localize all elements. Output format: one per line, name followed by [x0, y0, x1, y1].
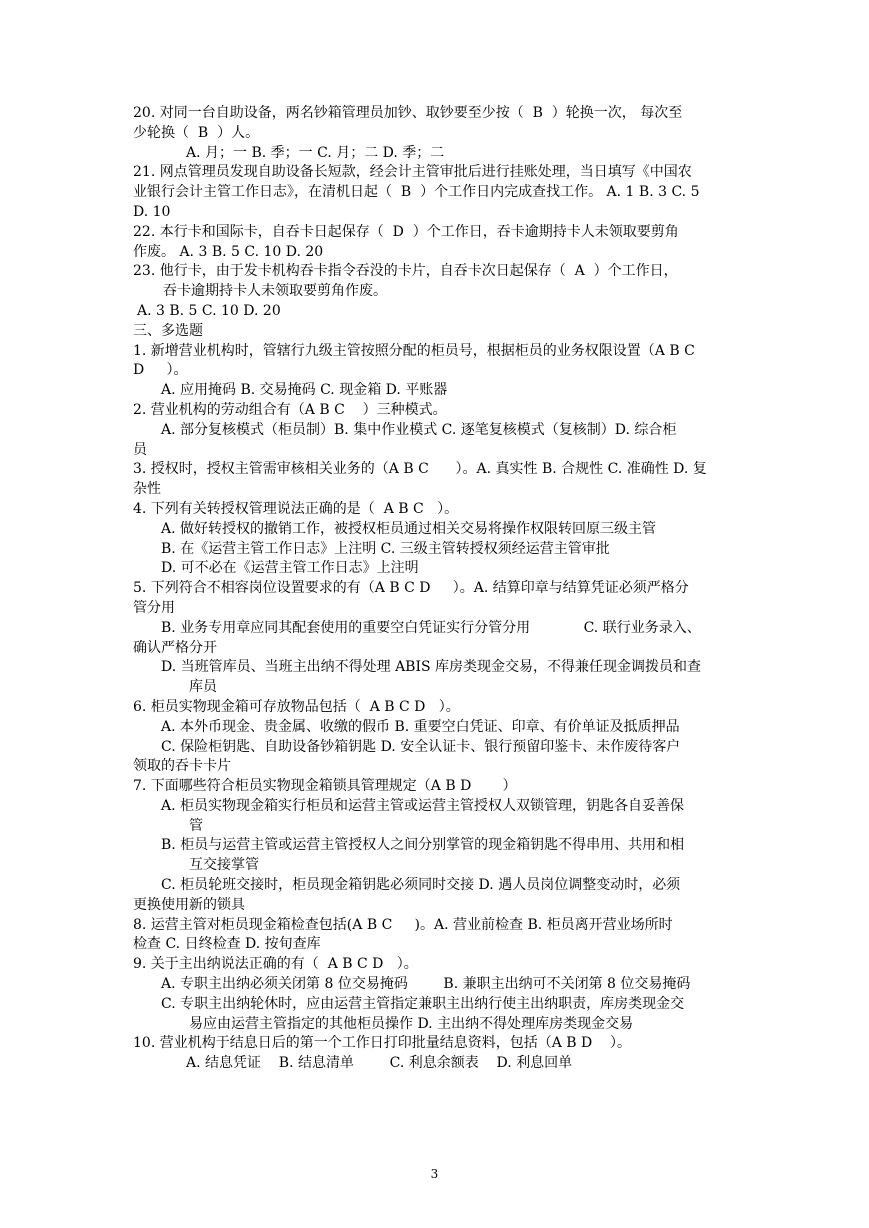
- mc-question-5-line-2: 管分用: [133, 599, 175, 616]
- question-23-options: A. 3 B. 5 C. 10 D. 20: [137, 302, 281, 319]
- mc-question-5-option-b: B. 业务专用章应同其配套使用的重要空白凭证实行分管分用 C. 联行业务录入、: [161, 619, 701, 636]
- mc-question-9-option-c: C. 专职主出纳轮休时，应由运营主管指定兼职主出纳行使主出纳职责，库房类现金交: [161, 995, 685, 1012]
- mc-question-8-line-2: 检查 C. 日终检查 D. 按旬查库: [133, 936, 321, 953]
- mc-question-2-options-line-2: 员: [133, 441, 147, 458]
- question-23-line-1: 23. 他行卡，由于发卡机构吞卡指令吞没的卡片，自吞卡次日起保存（ A ）个工作日，: [133, 263, 678, 280]
- mc-question-2-line-1: 2. 营业机构的劳动组合有（A B C ）三种模式。: [133, 401, 447, 418]
- mc-question-4-option-a: A. 做好转授权的撤销工作，被授权柜员通过相关交易将操作权限转回原三级主管: [161, 520, 657, 537]
- mc-question-5-option-c-cont: 确认严格分开: [133, 639, 217, 656]
- mc-question-9-line-1: 9. 关于主出纳说法正确的有（ A B C D ）。: [133, 956, 418, 973]
- mc-question-10-options: A. 结息凭证 B. 结息清单 C. 利息余额表 D. 利息回单: [186, 1055, 573, 1072]
- question-21-line-1: 21. 网点管理员发现自助设备长短款，经会计主管审批后进行挂账处理，当日填写《中国农: [133, 164, 692, 181]
- mc-question-1-options: A. 应用掩码 B. 交易掩码 C. 现金箱 D. 平账器: [161, 382, 448, 399]
- question-20-line-2: 少轮换（ B ）人。: [133, 124, 260, 141]
- mc-question-1-line-2: D ）。: [133, 362, 188, 379]
- mc-question-7-options-cont: 更换使用新的锁具: [133, 896, 245, 913]
- mc-question-9-option-c-cont: 易应由运营主管指定的其他柜员操作 D. 主出纳不得处理库房类现金交易: [189, 1015, 634, 1032]
- mc-question-8-line-1: 8. 运营主管对柜员现金箱检查包括(A B C )。A. 营业前检查 B. 柜员离开营业场所时: [133, 916, 673, 933]
- mc-question-2-options-line-1: A. 部分复核模式（柜员制）B. 集中作业模式 C. 逐笔复核模式（复核制）D. 综合柜: [161, 421, 677, 438]
- mc-question-7-option-a-cont: 管: [189, 817, 203, 834]
- mc-question-1-line-1: 1. 新增营业机构时，管辖行九级主管按照分配的柜员号，根据柜员的业务权限设置（A B C: [133, 342, 695, 359]
- question-23-line-2: 吞卡逾期持卡人未领取要剪角作废。: [163, 283, 387, 300]
- mc-question-6-line-1: 6. 柜员实物现金箱可存放物品包括（ A B C D ）。: [133, 698, 460, 715]
- mc-question-5-option-d: D. 当班管库员、当班主出纳不得处理 ABIS 库房类现金交易，不得兼任现金调拨员和查: [161, 659, 702, 676]
- mc-question-6-options-cont: 领取的吞卡卡片: [133, 758, 231, 775]
- section-heading-multiple-choice: 三、多选题: [133, 322, 203, 339]
- mc-question-7-option-b-cont: 互交接掌管: [189, 857, 259, 874]
- question-20-line-1: 20. 对同一台自助设备，两名钞箱管理员加钞、取钞要至少按（ B ）轮换一次， 每次至: [133, 105, 683, 121]
- mc-question-3-line-2: 杂性: [133, 481, 161, 498]
- mc-question-3-line-1: 3. 授权时，授权主管需审核相关业务的（A B C ）。A. 真实性 B. 合规性 C. 准确性 D. 复: [133, 461, 707, 478]
- question-21-line-3: D. 10: [133, 203, 171, 220]
- mc-question-7-option-b: B. 柜员与运营主管或运营主管授权人之间分别掌管的现金箱钥匙不得串用、共用和相: [161, 837, 685, 854]
- mc-question-4-line-1: 4. 下列有关转授权管理说法正确的是（ A B C ）。: [133, 500, 459, 517]
- mc-question-7-line-1: 7. 下面哪些符合柜员实物现金箱锁具管理规定（A B D ）: [133, 778, 517, 795]
- question-22-line-2: 作废。 A. 3 B. 5 C. 10 D. 20: [133, 243, 324, 260]
- mc-question-7-options-c-d: C. 柜员轮班交接时，柜员现金箱钥匙必须同时交接 D. 遇人员岗位调整变动时，必须: [161, 877, 681, 894]
- question-21-line-2: 业银行会计主管工作日志》，在清机日起（ B ）个工作日内完成查找工作。 A. 1 B. 3 C. 5: [133, 184, 700, 201]
- mc-question-6-options-c-d: C. 保险柜钥匙、自助设备钞箱钥匙 D. 安全认证卡、银行预留印鉴卡、未作废待客户: [161, 738, 681, 755]
- page-number: 3: [430, 1167, 439, 1181]
- mc-question-4-option-d: D. 可不必在《运营主管工作日志》上注明: [161, 560, 419, 577]
- mc-question-10-line-1: 10. 营业机构于结息日后的第一个工作日打印批量结息资料，包括（A B D ）。: [133, 1035, 632, 1052]
- question-20-options: A. 月；一 B. 季；一 C. 月；二 D. 季；二: [186, 144, 445, 161]
- mc-question-7-option-a: A. 柜员实物现金箱实行柜员和运营主管或运营主管授权人双锁管理，钥匙各自妥善保: [161, 797, 685, 814]
- mc-question-5-option-d-cont: 库员: [189, 679, 217, 696]
- exam-questions-body: [133, 104, 741, 1074]
- question-22-line-1: 22. 本行卡和国际卡，自吞卡日起保存（ D ）个工作日，吞卡逾期持卡人未领取要剪角: [133, 223, 679, 240]
- mc-question-6-options-a-b: A. 本外币现金、贵金属、收缴的假币 B. 重要空白凭证、印章、有价单证及抵质押品: [161, 718, 680, 735]
- mc-question-5-line-1: 5. 下列符合不相容岗位设置要求的有（A B C D ）。A. 结算印章与结算凭证必须严格分: [133, 580, 689, 597]
- mc-question-9-options-a-b: A. 专职主出纳必须关闭第 8 位交易掩码 B. 兼职主出纳可不关闭第 8 位交易掩码: [161, 976, 691, 993]
- mc-question-4-option-b-c: B. 在《运营主管工作日志》上注明 C. 三级主管转授权须经运营主管审批: [161, 540, 610, 557]
